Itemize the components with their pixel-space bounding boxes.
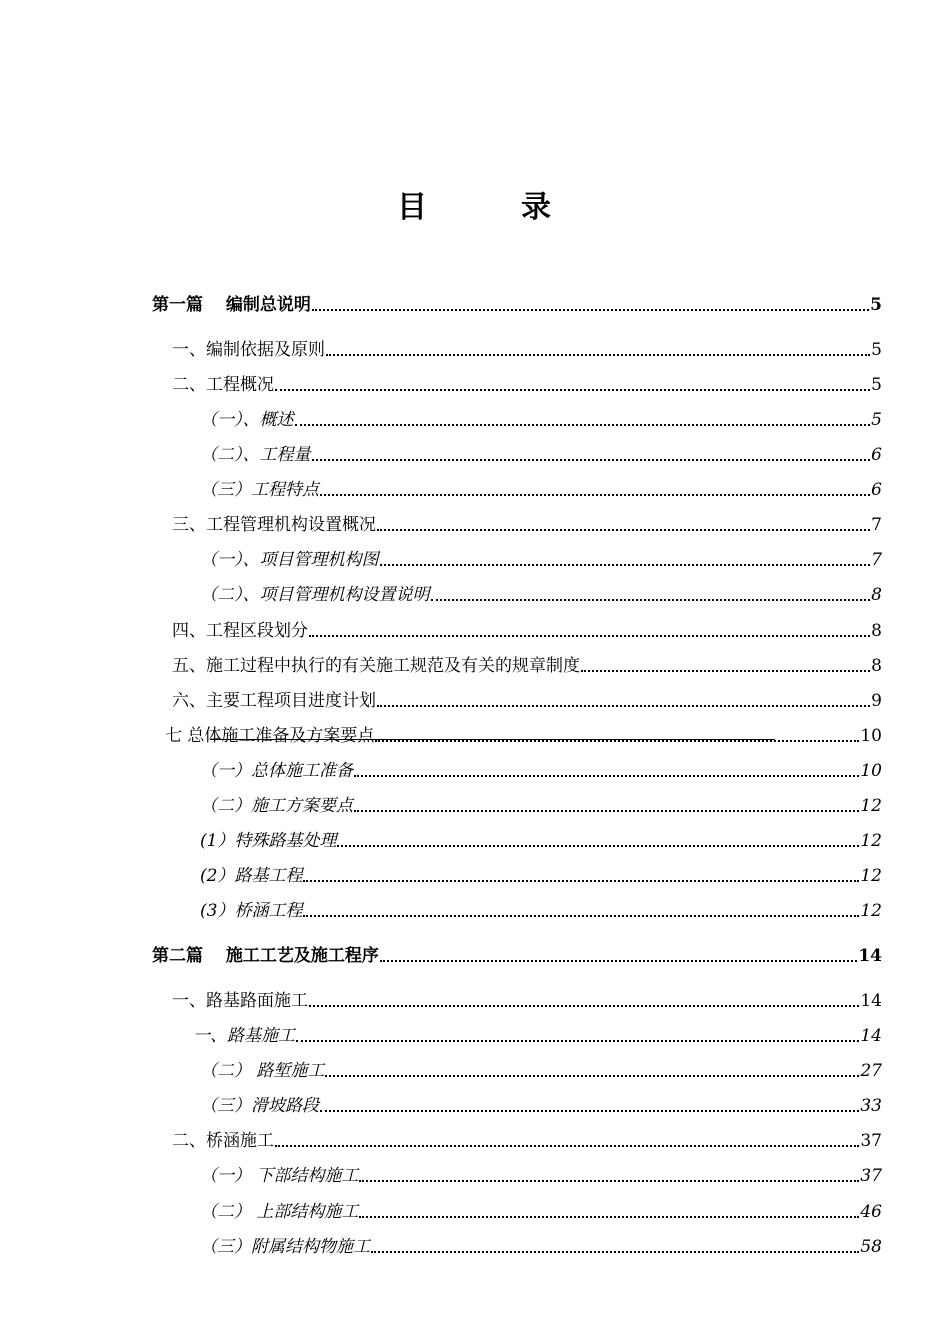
title-char-2: 录 xyxy=(521,190,553,225)
toc-entry[interactable]: 一、路基路面施工 14 xyxy=(172,991,882,1011)
toc-entry[interactable]: （二）、工程量 6 xyxy=(200,445,882,465)
toc-entry[interactable]: (3）桥涵工程 12 xyxy=(200,901,882,921)
toc-entry[interactable]: 五、施工过程中执行的有关施工规范及有关的规章制度 8 xyxy=(172,656,882,676)
toc-entry-part-2[interactable]: 第二篇 施工工艺及施工程序 14 xyxy=(152,946,882,966)
toc-entry[interactable]: （二）施工方案要点 12 xyxy=(200,796,882,816)
title-char-1: 目 xyxy=(397,190,429,225)
toc-entry[interactable]: （一） 下部结构施工 37 xyxy=(200,1166,882,1186)
toc-entry[interactable]: 一、路基施工 14 xyxy=(193,1026,882,1046)
toc-entry[interactable]: （三）工程特点 6 xyxy=(200,480,882,500)
toc-entry[interactable]: (1）特殊路基处理 12 xyxy=(200,831,882,851)
toc-entry[interactable]: (2）路基工程 12 xyxy=(200,866,882,886)
toc-entry[interactable]: 三、工程管理机构设置概况 7 xyxy=(172,515,882,535)
toc-entry-part-1[interactable]: 第一篇 编制总说明 5 xyxy=(152,295,882,315)
toc-entry[interactable]: 二、工程概况 5 xyxy=(172,375,882,395)
toc-entry[interactable]: 二、桥涵施工 37 xyxy=(172,1131,882,1151)
underline-mark xyxy=(210,739,775,740)
toc-entry[interactable]: （二）、项目管理机构设置说明 8 xyxy=(200,585,882,605)
toc-entry[interactable]: 七 总体施工准备及方案要点 10 xyxy=(165,726,882,746)
toc-entry[interactable]: 四、工程区段划分 8 xyxy=(172,621,882,641)
toc-entry[interactable]: 一、编制依据及原则 5 xyxy=(172,340,882,360)
toc-entry[interactable]: （二） 上部结构施工 46 xyxy=(200,1202,882,1222)
page-title xyxy=(0,182,950,226)
toc-entry[interactable]: （一）、概述 5 xyxy=(200,410,882,430)
toc-entry[interactable]: 六、主要工程项目进度计划 9 xyxy=(172,691,882,711)
toc-entry[interactable]: （二） 路堑施工 27 xyxy=(200,1061,882,1081)
toc-entry[interactable]: （三）附属结构物施工 58 xyxy=(200,1237,882,1257)
toc-entry[interactable]: （一）、项目管理机构图 7 xyxy=(200,550,882,570)
toc-entry[interactable]: （一）总体施工准备 10 xyxy=(200,761,882,781)
toc-entry[interactable]: （三）滑坡路段 33 xyxy=(200,1096,882,1116)
